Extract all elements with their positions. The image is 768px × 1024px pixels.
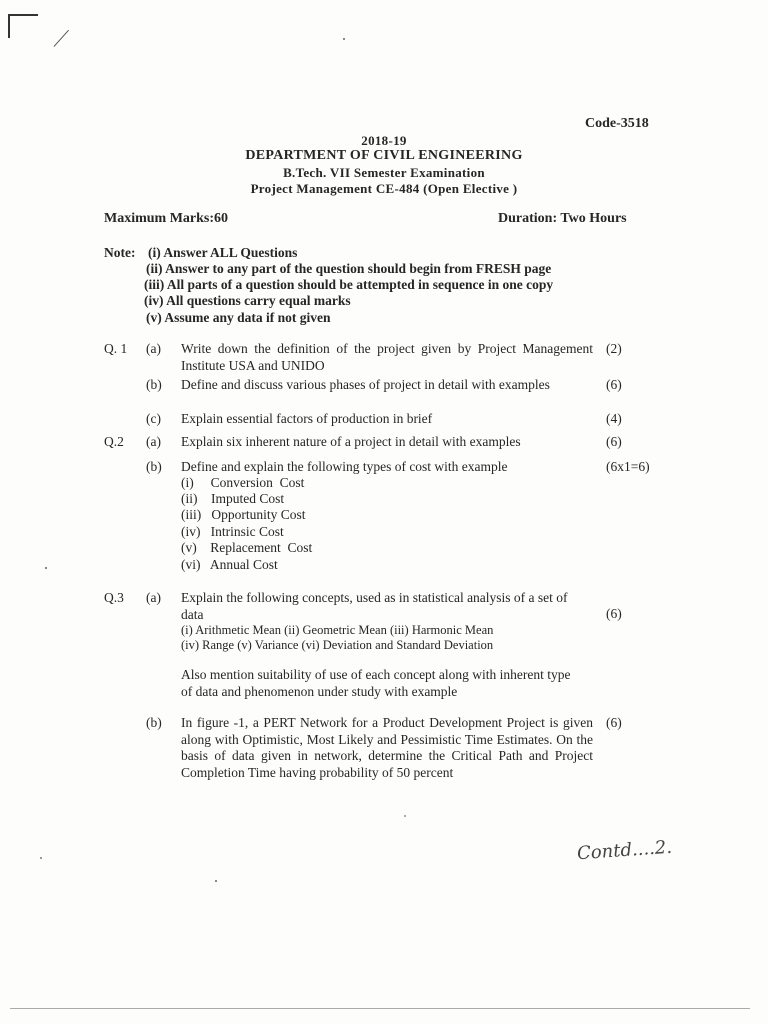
maximum-marks: Maximum Marks:60 <box>104 211 229 226</box>
note-item: (v) Assume any data if not given <box>146 310 331 325</box>
scan-speck <box>40 857 42 859</box>
scan-speck <box>343 38 345 40</box>
department-title: DEPARTMENT OF CIVIL ENGINEERING <box>245 148 523 163</box>
corner-scan-mark <box>8 14 38 16</box>
part-text: Explain the following concepts, used as in statistical analysis of a set of data <box>181 590 568 622</box>
cost-type-item: (ii) Imputed Cost <box>181 491 285 506</box>
scan-speck <box>215 880 217 882</box>
subject-title: Project Management CE-484 (Open Elective ) <box>250 181 518 196</box>
scan-speck <box>45 567 47 569</box>
exam-title: B.Tech. VII Semester Examination <box>283 165 485 180</box>
part-label: (a) <box>146 341 161 356</box>
duration: Duration: Two Hours <box>498 211 627 226</box>
part-marks: (6x1=6) <box>606 459 650 474</box>
part-label: (b) <box>146 715 162 730</box>
part-marks: (6) <box>606 377 622 392</box>
note-item: (iii) All parts of a question should be attempted in sequence in one copy <box>144 277 554 292</box>
part-label: (c) <box>146 411 161 426</box>
part-marks: (4) <box>606 411 622 426</box>
academic-year: 2018-19 <box>361 133 407 148</box>
note-item: (i) Answer ALL Questions <box>148 245 298 260</box>
part-label: (b) <box>146 377 162 392</box>
part-text: Write down the definition of the project given by Project Management Institute USA and UNIDO <box>181 341 593 373</box>
bottom-scan-line <box>10 1008 750 1009</box>
part-marks: (6) <box>606 715 622 730</box>
part-label: (a) <box>146 590 161 605</box>
part-label: (b) <box>146 459 162 474</box>
part-marks: (6) <box>606 606 622 621</box>
question-number: Q.2 <box>104 434 124 449</box>
paper-code: Code-3518 <box>585 116 649 131</box>
part-text: Define and discuss various phases of project in detail with examples <box>181 377 550 392</box>
part-text: Define and explain the following types of cost with example <box>181 459 508 474</box>
question-number: Q. 1 <box>104 341 128 356</box>
corner-scan-mark-vertical <box>8 14 10 38</box>
note-item: (ii) Answer to any part of the question should begin from FRESH page <box>146 261 552 276</box>
question-number: Q.3 <box>104 590 124 605</box>
tick-mark <box>54 30 70 47</box>
cost-type-item: (iii) Opportunity Cost <box>181 507 306 522</box>
part-text: Explain six inherent nature of a project in detail with examples <box>181 434 521 449</box>
cost-type-item: (v) Replacement Cost <box>181 540 313 555</box>
note-item: (iv) All questions carry equal marks <box>144 293 351 308</box>
cost-type-item: (iv) Intrinsic Cost <box>181 524 284 539</box>
part-extra-text: Also mention suitability of use of each concept along with inherent type of data and phenomenon under study with example <box>181 667 571 699</box>
part-text: In figure -1, a PERT Network for a Product Development Project is given along with Optimistic, Most Likely and Pessimistic Time Estimates. On the basis of data given in network, determine the Critical Path and Project Completion Time having probability of 50 percent <box>181 715 593 780</box>
cost-type-item: (i) Conversion Cost <box>181 475 305 490</box>
part-text: Explain essential factors of production in brief <box>181 411 433 426</box>
statistical-concept-line: (iv) Range (v) Variance (vi) Deviation and Standard Deviation <box>181 638 494 652</box>
part-marks: (2) <box>606 341 622 356</box>
scan-speck <box>404 815 406 817</box>
statistical-concept-line: (i) Arithmetic Mean (ii) Geometric Mean (iii) Harmonic Mean <box>181 623 494 637</box>
part-label: (a) <box>146 434 161 449</box>
note-label: Note: <box>104 245 136 260</box>
continued-note: Contd....2. <box>576 836 673 865</box>
part-marks: (6) <box>606 434 622 449</box>
cost-type-item: (vi) Annual Cost <box>181 557 278 572</box>
